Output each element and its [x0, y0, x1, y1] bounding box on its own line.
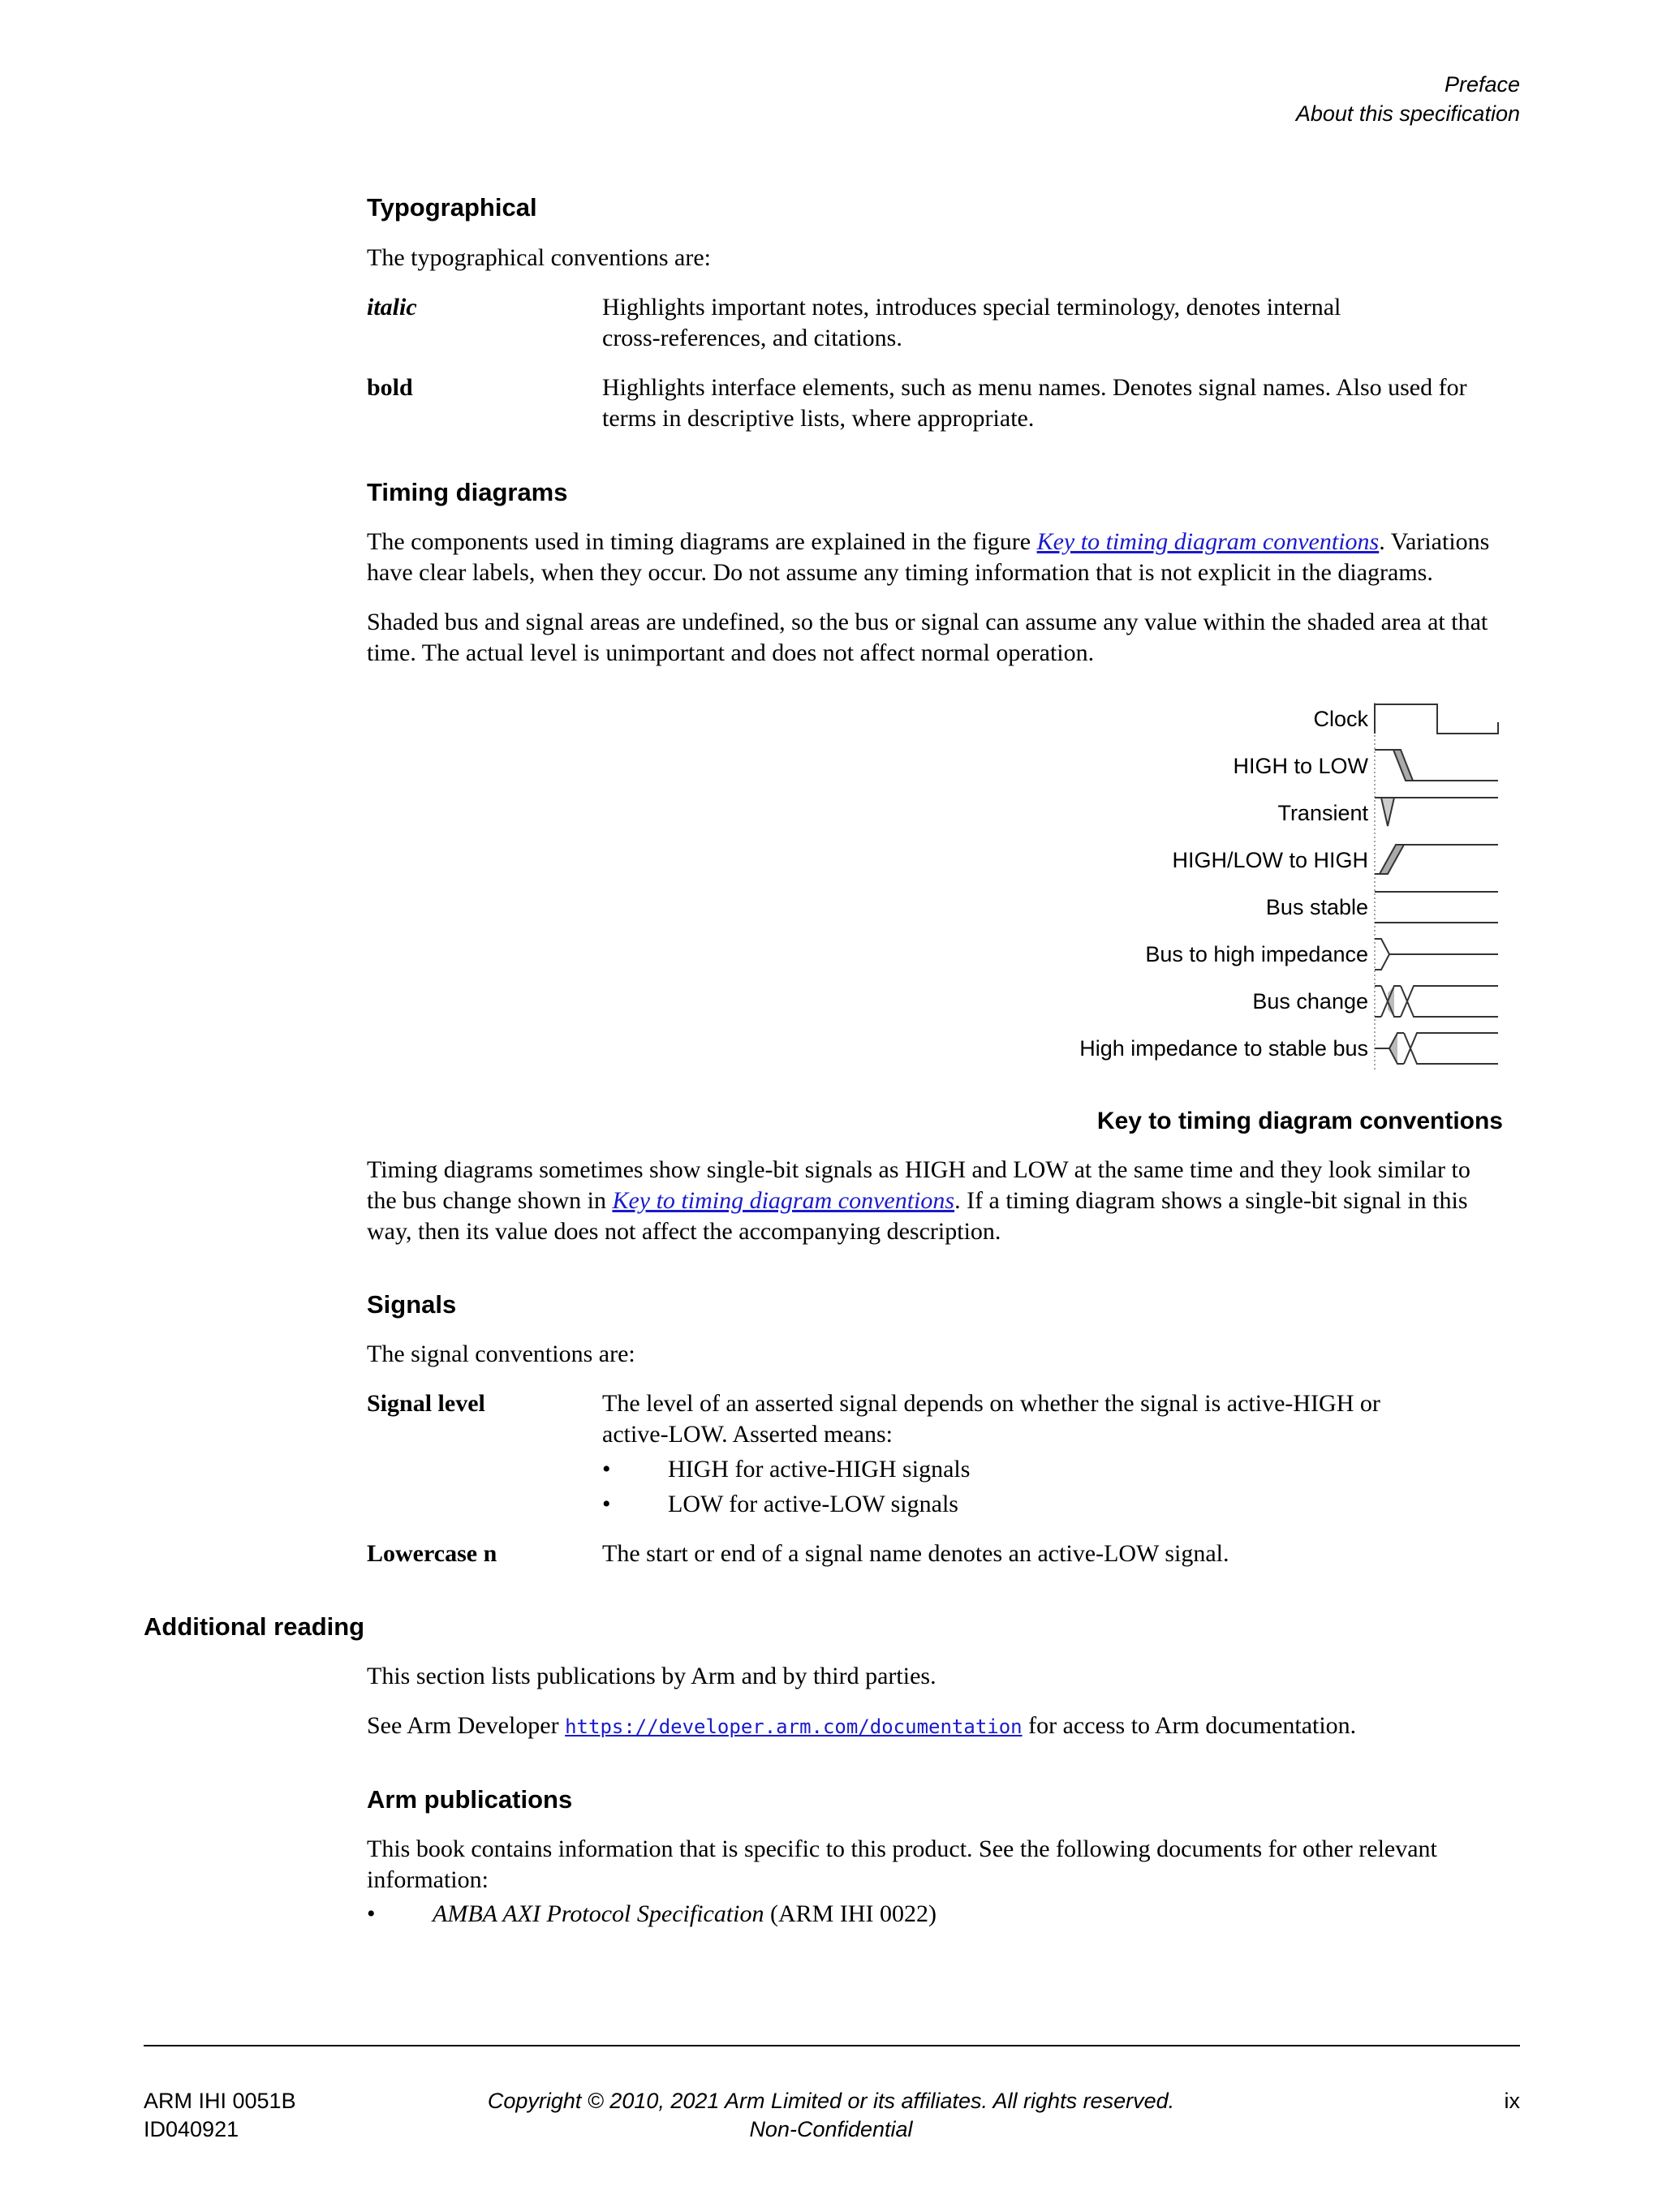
- arm-documentation-link[interactable]: https://developer.arm.com/documentation: [565, 1715, 1023, 1738]
- label-clock: Clock: [1313, 707, 1368, 731]
- footer-page-number: ix: [1504, 2089, 1520, 2113]
- footer-copyright: Copyright © 2010, 2021 Arm Limited or its affiliates. All rights reserved.: [487, 2089, 1175, 2113]
- label-high-to-low: HIGH to LOW: [1233, 754, 1368, 778]
- label-bus-change: Bus change: [1252, 989, 1368, 1013]
- def-bold-line1: Highlights interface elements, such as menu names. Denotes signal names. Also used for: [602, 374, 1467, 401]
- timing-p3-line1: Timing diagrams sometimes show single-bit signals as HIGH and LOW at the same time and they look similar to: [367, 1156, 1470, 1183]
- term-lowercase-n: Lowercase n: [367, 1540, 497, 1567]
- publication-title: AMBA AXI Protocol Specification: [433, 1900, 764, 1927]
- timing-p1-text-after: . Variations: [1379, 528, 1490, 555]
- typographical-heading: Typographical: [367, 193, 537, 222]
- arm-publications-heading: Arm publications: [367, 1785, 573, 1814]
- timing-p2-line2: time. The actual level is unimportant and does not affect normal operation.: [367, 639, 1095, 666]
- waveform-bus-change: [1375, 986, 1498, 1017]
- additional-reading-p2: [367, 1711, 1519, 1742]
- signals-intro: The signal conventions are:: [367, 1341, 635, 1367]
- timing-p1-text: The components used in timing diagrams are explained in the figure: [367, 528, 1037, 555]
- bullet-dot: •: [367, 1900, 376, 1927]
- publication-ref: (ARM IHI 0022): [764, 1900, 936, 1927]
- additional-reading-p2-after: for access to Arm documentation.: [1022, 1712, 1357, 1739]
- typographical-intro: The typographical conventions are:: [367, 244, 712, 271]
- timing-p3-line2: [367, 1186, 1519, 1216]
- figure-caption: Key to timing diagram conventions: [1096, 1108, 1503, 1134]
- additional-reading-p2-text: See Arm Developer: [367, 1712, 566, 1739]
- label-transient: Transient: [1277, 801, 1368, 825]
- bullet-dot: •: [602, 1456, 611, 1483]
- signal-bullet-1-text: HIGH for active-HIGH signals: [668, 1456, 971, 1483]
- footer-confidentiality: Non-Confidential: [749, 2117, 913, 2141]
- key-to-timing-link-2[interactable]: Key to timing diagram conventions: [612, 1187, 955, 1214]
- signal-bullet-2-text: LOW for active-LOW signals: [668, 1491, 958, 1517]
- label-bus-stable: Bus stable: [1265, 895, 1368, 919]
- arm-publications-p1-line1: This book contains information that is specific to this product. See the following documents for other relevant: [367, 1835, 1437, 1862]
- term-italic: italic: [367, 294, 417, 321]
- waveform-transient: [1375, 798, 1498, 826]
- waveform-high-to-low: [1375, 750, 1498, 781]
- timing-p3-line3: way, then its value does not affect the accompanying description.: [367, 1218, 1001, 1245]
- timing-p2-line1: Shaded bus and signal areas are undefined, so the bus or signal can assume any value within the shaded area at that: [367, 609, 1488, 635]
- def-signal-level-line1: The level of an asserted signal depends on whether the signal is active-HIGH or: [602, 1390, 1380, 1417]
- signals-heading: Signals: [367, 1290, 457, 1319]
- def-signal-level-line2: active-LOW. Asserted means:: [602, 1421, 893, 1448]
- label-highlow-to-high: HIGH/LOW to HIGH: [1172, 848, 1368, 872]
- waveform-bus-to-high-impedance: [1375, 939, 1498, 970]
- waveform-clock: [1375, 704, 1498, 734]
- timing-p3-text-after: . If a timing diagram shows a single-bit signal in this: [954, 1187, 1468, 1214]
- footer-issue-id: ID040921: [144, 2117, 239, 2141]
- timing-p3-text: the bus change shown in: [367, 1187, 613, 1214]
- term-signal-level: Signal level: [367, 1390, 485, 1417]
- footer-rule: [144, 2045, 1520, 2046]
- arm-publications-p1-line2: information:: [367, 1866, 489, 1893]
- def-italic-line2: cross-references, and citations.: [602, 325, 902, 351]
- footer-doc-id: ARM IHI 0051B: [144, 2089, 296, 2113]
- def-italic-line1: Highlights important notes, introduces special terminology, denotes internal: [602, 294, 1341, 321]
- def-bold-line2: terms in descriptive lists, where appropriate.: [602, 405, 1035, 432]
- label-bus-to-high-impedance: Bus to high impedance: [1145, 942, 1368, 966]
- waveform-highlow-to-high: [1375, 845, 1498, 874]
- def-lowercase-n: The start or end of a signal name denotes an active-LOW signal.: [602, 1540, 1229, 1567]
- timing-p1-line2: have clear labels, when they occur. Do not assume any timing information that is not explicit in the diagrams.: [367, 559, 1433, 586]
- key-to-timing-link[interactable]: Key to timing diagram conventions: [1036, 528, 1380, 555]
- additional-reading-heading: Additional reading: [144, 1612, 365, 1641]
- bullet-dot: •: [602, 1491, 611, 1517]
- timing-heading: Timing diagrams: [367, 478, 568, 506]
- label-high-impedance-to-stable-bus: High impedance to stable bus: [1079, 1036, 1368, 1061]
- header-chapter: Preface: [1444, 72, 1520, 97]
- waveform-bus-stable: [1375, 892, 1498, 923]
- publication-entry: [433, 1899, 936, 1930]
- term-bold: bold: [367, 374, 413, 401]
- header-section: About this specification: [1295, 101, 1520, 126]
- additional-reading-p1: This section lists publications by Arm and by third parties.: [367, 1663, 936, 1689]
- waveform-high-impedance-to-stable-bus: [1375, 1033, 1498, 1064]
